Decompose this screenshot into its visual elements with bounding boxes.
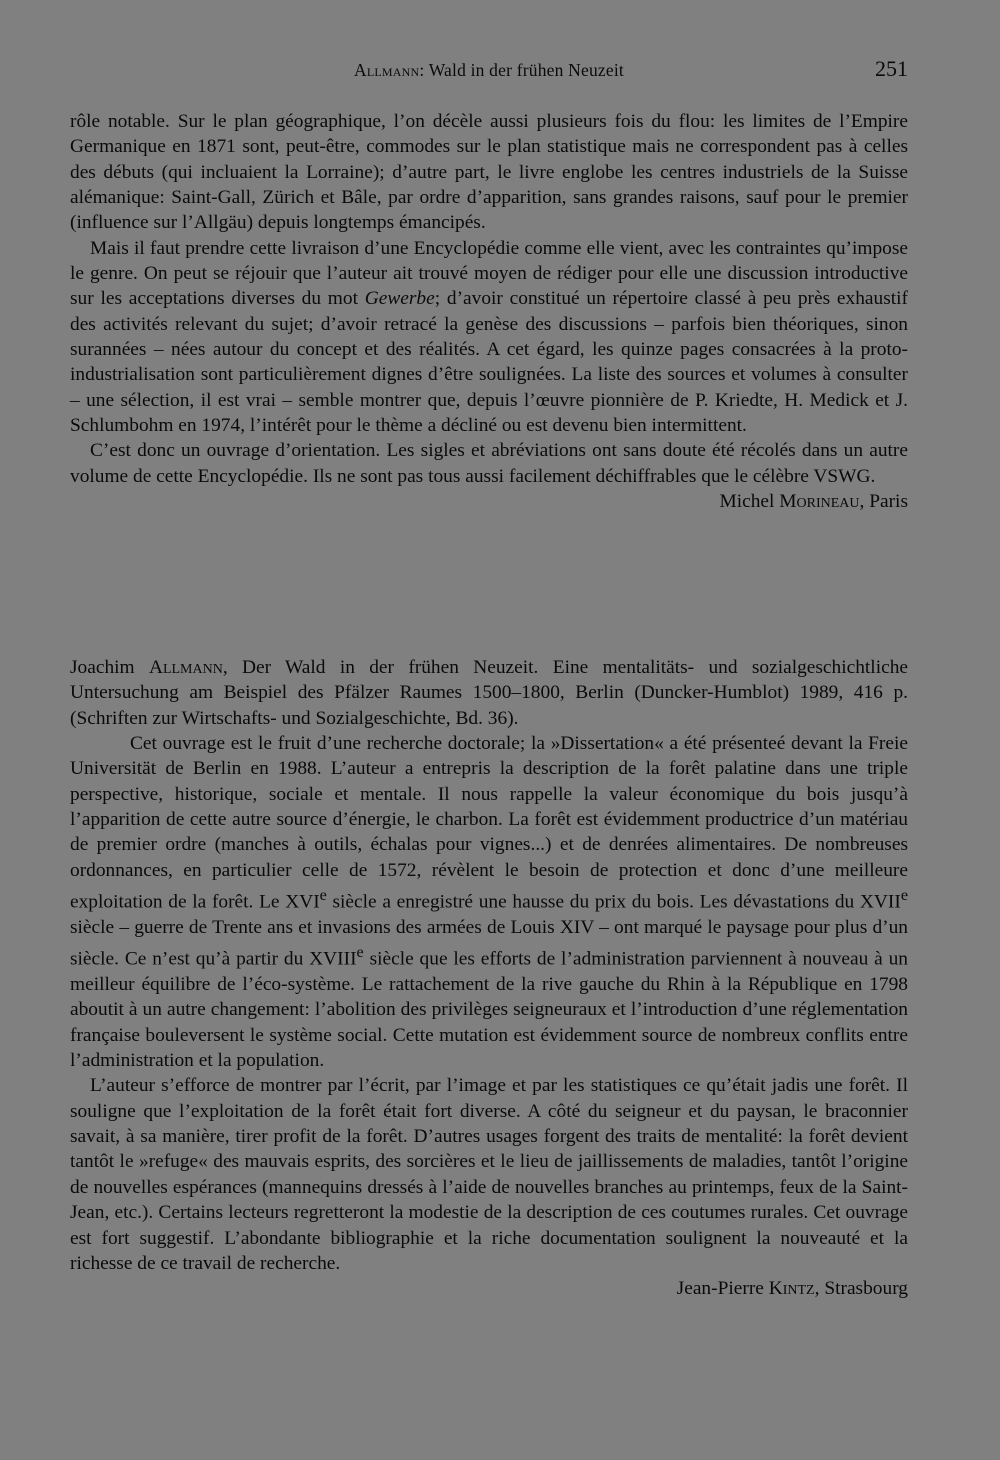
review2-citation-first: Joachim [70,657,149,678]
running-title-author: Allmann [354,60,420,80]
review2-citation-rest: , Der Wald in der frühen Neuzeit. Eine mentalitäts- und sozialgeschichtliche Untersuchung am Beispiel des Pfälzer Raumes 1500–1800, Berlin (Duncker-Humblot) 1989, 416 p. (Schriften zur Wirtschafts- und Sozialgeschichte, Bd. 36). [70,657,908,729]
review2-signature-surname: Kintz [768,1278,815,1300]
review1-paragraph-2 [70,236,908,439]
superscript-e: e [900,887,908,905]
review1-signature-surname: Morineau [779,491,860,513]
running-title [70,60,908,81]
review2-signature-place: , Strasbourg [814,1278,908,1300]
review2-paragraph-1 [70,731,908,1073]
review2-paragraph-2: L’auteur s’efforce de montrer par l’écrit, par l’image et par les statistiques ce qu’était jadis une forêt. Il souligne que l’exploitation de la forêt était fort diverse. A côté du seigneur et du paysan, le braconnier savait, à sa manière, tirer profit de la forêt. D’autres usages forgent des traits de mentalité: la forêt devient tantôt le »refuge« des mauvais esprits, des sorcières et le lieu de jaillissements de maladies, tantôt l’origine de nouvelles espérances (mannequins dressés à l’aide de nouvelles branches au printemps, feux de la Saint-Jean, etc.). Certains lecteurs regretteront la modestie de la description de ces coutumes rurales. Cet ouvrage est fort suggestif. L’abondante bibliographie et la riche documentation soulignent la nouveauté et la richesse de ce travail de recherche. [70,1075,908,1274]
review1-paragraph-2-text-b: ; d’avoir constitué un répertoire classé à peu près exhaustif des activités relevant du sujet; d’avoir retracé la genèse des discussions – parfois bien théoriques, sinon surannées – nées autour du concept et des réalités. A cet égard, les quinze pages consacrées à la proto-industrialisation sont particulièrement dignes d’être soulignées. La liste des sources et volumes à consulter – une sélection, il est vrai – semble montrer que, depuis l’œuvre pionnière de P. Kriedte, H. Medick et J. Schlumbohm en 1974, l’intérêt pour le thème a décliné ou est devenu bien intermittent. [70,288,908,437]
superscript-e: e [319,887,327,905]
review2-citation [70,655,908,731]
review1-paragraph-3: C’est donc un ouvrage d’orientation. Les sigles et abréviations ont sans doute été récolés dans un autre volume de cette Encyclopédie. Ils ne sont pas tous aussi facilement déchiffrables que le célèbre VSWG. [70,440,908,487]
review1-paragraph-2-text-a: Mais il faut prendre cette livraison d’une Encyclopédie comme elle vient, avec les contraintes qu’impose le genre. On peut se réjouir que l’auteur ait trouvé moyen de rédiger pour elle une discussion introductive sur les acceptations diverses du mot [70,237,908,310]
review-morineau [70,109,908,515]
review2-signature [70,1276,908,1301]
review1-signature [70,489,908,514]
review2-paragraph-1-text-b: siècle a enregistré une hausse du prix du bois. Les dévastations du XVII [326,891,901,913]
review1-signature-first: Michel [719,491,780,513]
page-number: 251 [875,56,908,81]
superscript-e: e [356,944,364,962]
review1-emphasis-gewerbe: Gewerbe [364,288,435,310]
review2-signature-first: Jean-Pierre [676,1278,769,1300]
review2-citation-author: Allmann [148,657,223,678]
running-title-text: : Wald in der frühen Neuzeit [419,60,624,80]
running-head [70,56,908,86]
review2-paragraph-1-text-d: siècle que les efforts de l’administration parviennent à nouveau à un meilleur équilibre de l’éco-système. Le rattachement de la rive gauche du Rhin à la République en 1798 aboutit à un autre changement: l’abolition des privilèges seigneuraux et l’introduction d’une réglementation française bouleversent le système social. Cette mutation est évidemment source de nombreux conflits entre l’administration et la population. [70,948,908,1072]
review2-paragraph-1-text-a: Cet ouvrage est le fruit d’une recherche doctorale; la »Dissertation« a été présenteé devant la Freie Universität de Berlin en 1988. L’auteur a entrepris la description de la forêt palatine dans une triple perspective, historique, sociale et mentale. Il nous rappelle la valeur économique du bois jusqu’à l’apparition de cette autre source d’énergie, le charbon. La forêt est évidemment productrice d’un matériau de premier ordre (manches à outils, échalas pour vignes...) et de denrées alimentaires. De nombreuses ordonnances, en particulier celle de 1572, révèlent le besoin de protection et donc d’une meilleure exploitation de la forêt. Le XVI [70,733,908,913]
review1-paragraph-1: rôle notable. Sur le plan géographique, l’on décèle aussi plusieurs fois du flou: les limites de l’Empire Germanique en 1871 sont, peut-être, commodes sur le plan statistique mais ne correspondent pas à celles des débuts (qui incluaient la Lorraine); d’autre part, le livre englobe les centres industriels de la Suisse alémanique: Saint-Gall, Zürich et Bâle, par ordre d’apparition, sans grandes raisons, sauf pour le premier (influence sur l’Allgäu) depuis longtemps émancipés. [70,111,908,234]
review-allmann [70,655,908,1302]
review2-paragraph-1-text-c: siècle – guerre de Trente ans et invasions des armées de Louis XIV – ont marqué le paysage pour plus d’un siècle. Ce n’est qu’à partir du XVIII [70,916,908,970]
review1-signature-place: , Paris [859,491,908,513]
